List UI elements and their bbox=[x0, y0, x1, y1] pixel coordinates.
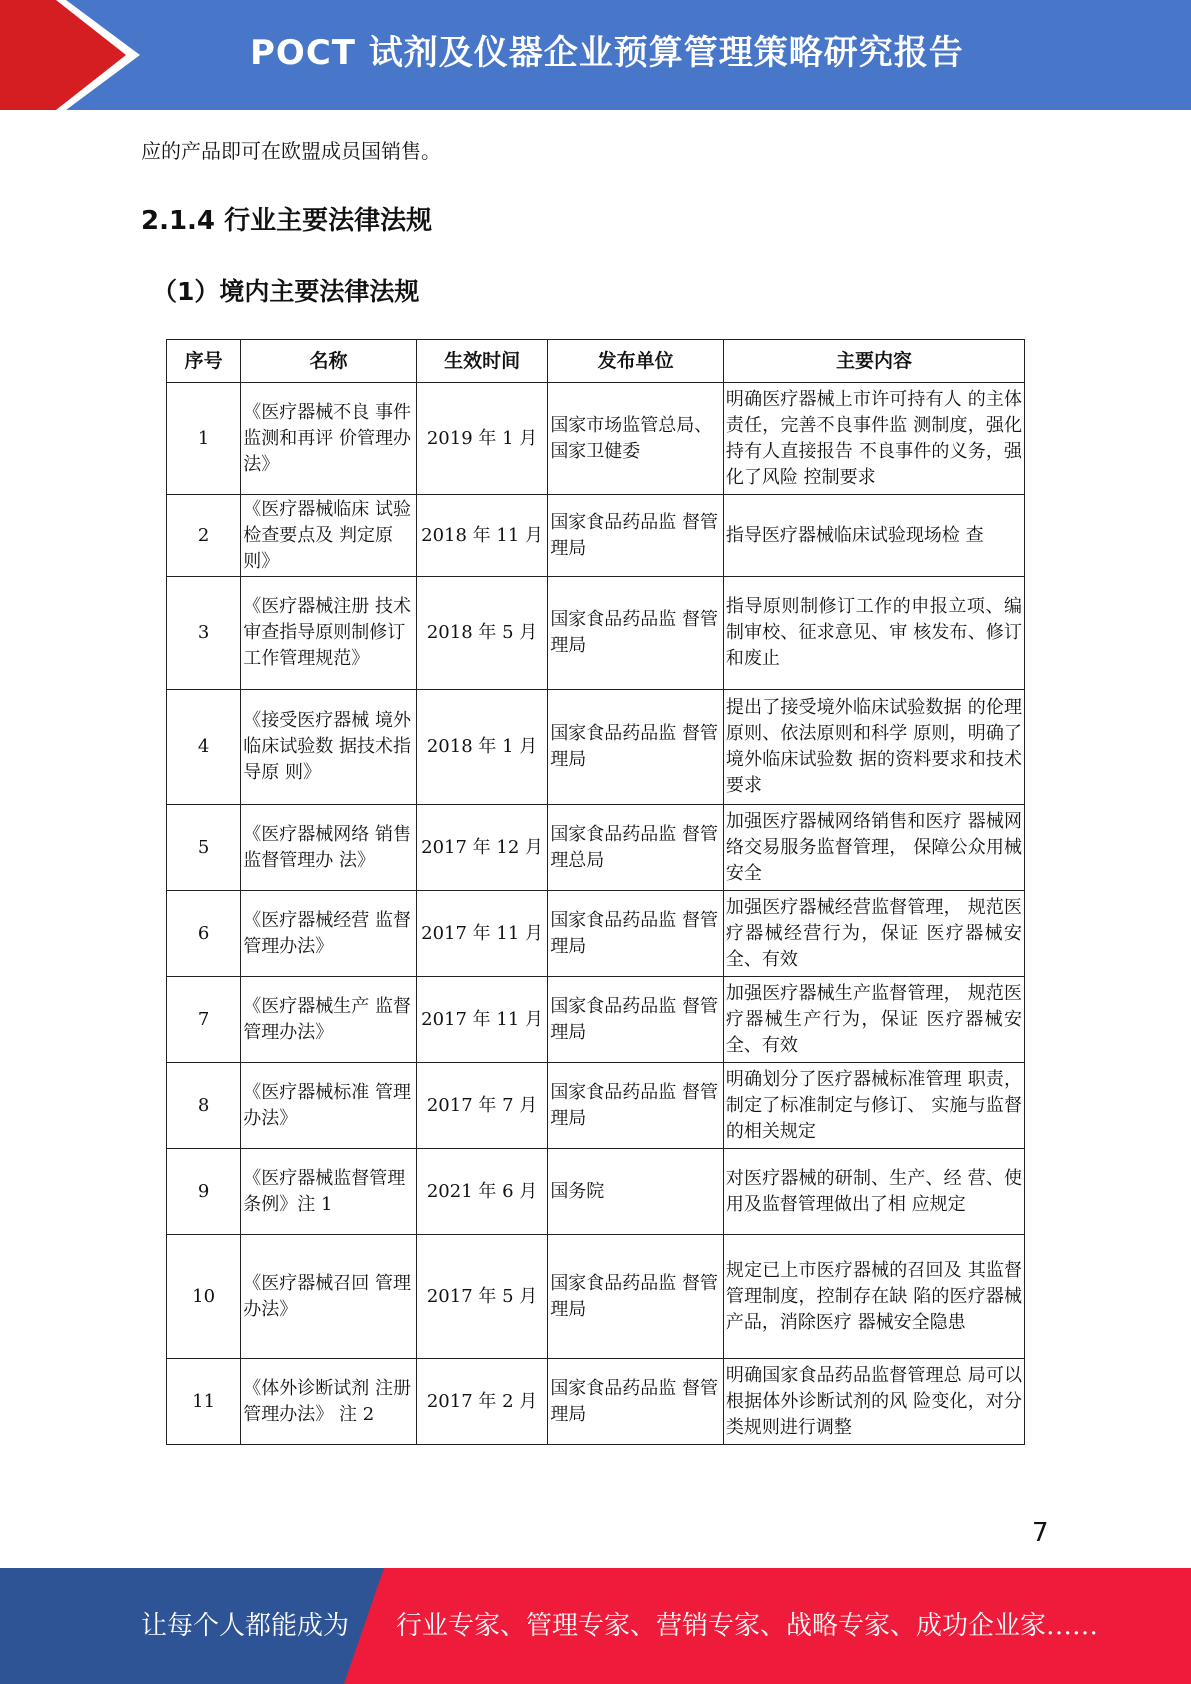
cell-date: 2018 年 5 月 bbox=[416, 577, 547, 690]
cell-issuer: 国家食品药品监 督管理局 bbox=[548, 690, 724, 805]
cell-name: 《医疗器械召回 管理办法》 bbox=[241, 1235, 417, 1359]
cell-no: 10 bbox=[167, 1235, 241, 1359]
cell-content: 加强医疗器械经营监督管理， 规范医疗器械经营行为，保证 医疗器械安全、有效 bbox=[723, 891, 1024, 977]
table-row bbox=[167, 805, 1025, 891]
cell-date: 2017 年 5 月 bbox=[416, 1235, 547, 1359]
footer-slogan-left: 让每个人都能成为 bbox=[141, 1611, 350, 1641]
subsection-heading: （1）境内主要法律法规 bbox=[152, 277, 420, 306]
cell-no: 6 bbox=[167, 891, 241, 977]
column-header-date: 生效时间 bbox=[416, 340, 547, 383]
cell-issuer: 国家食品药品监 督管理局 bbox=[548, 577, 724, 690]
cell-no: 7 bbox=[167, 977, 241, 1063]
cell-content: 加强医疗器械网络销售和医疗 器械网络交易服务监督管理， 保障公众用械安全 bbox=[723, 805, 1024, 891]
cell-date: 2018 年 11 月 bbox=[416, 495, 547, 577]
cell-name: 《医疗器械生产 监督管理办法》 bbox=[241, 977, 417, 1063]
cell-issuer: 国务院 bbox=[548, 1149, 724, 1235]
cell-date: 2018 年 1 月 bbox=[416, 690, 547, 805]
cell-no: 11 bbox=[167, 1359, 241, 1445]
table-row bbox=[167, 1235, 1025, 1359]
cell-name: 《医疗器械监督管理条例》注 1 bbox=[241, 1149, 417, 1235]
cell-no: 9 bbox=[167, 1149, 241, 1235]
cell-name: 《医疗器械注册 技术审查指导原则制修订工作管理规范》 bbox=[241, 577, 417, 690]
cell-issuer: 国家食品药品监 督管理局 bbox=[548, 1063, 724, 1149]
cell-date: 2017 年 11 月 bbox=[416, 891, 547, 977]
cell-no: 4 bbox=[167, 690, 241, 805]
column-header-no: 序号 bbox=[167, 340, 241, 383]
column-header-content: 主要内容 bbox=[723, 340, 1024, 383]
lead-paragraph: 应的产品即可在欧盟成员国销售。 bbox=[141, 139, 441, 163]
cell-name: 《医疗器械经营 监督管理办法》 bbox=[241, 891, 417, 977]
table-row bbox=[167, 1149, 1025, 1235]
cell-issuer: 国家食品药品监 督管理局 bbox=[548, 1235, 724, 1359]
cell-date: 2017 年 7 月 bbox=[416, 1063, 547, 1149]
page-header bbox=[0, 0, 1191, 110]
cell-issuer: 国家食品药品监 督管理总局 bbox=[548, 805, 724, 891]
cell-no: 2 bbox=[167, 495, 241, 577]
cell-issuer: 国家食品药品监 督管理局 bbox=[548, 495, 724, 577]
cell-name: 《医疗器械不良 事件监测和再评 价管理办法》 bbox=[241, 383, 417, 495]
cell-date: 2017 年 2 月 bbox=[416, 1359, 547, 1445]
cell-issuer: 国家市场监管总局、国家卫健委 bbox=[548, 383, 724, 495]
cell-no: 1 bbox=[167, 383, 241, 495]
cell-date: 2021 年 6 月 bbox=[416, 1149, 547, 1235]
cell-content: 明确划分了医疗器械标准管理 职责，制定了标准制定与修订、 实施与监督的相关规定 bbox=[723, 1063, 1024, 1149]
cell-date: 2017 年 11 月 bbox=[416, 977, 547, 1063]
table-header-row bbox=[167, 340, 1025, 383]
cell-content: 明确国家食品药品监督管理总 局可以根据体外诊断试剂的风 险变化，对分类规则进行调整 bbox=[723, 1359, 1024, 1445]
report-title: POCT 试剂及仪器企业预算管理策略研究报告 bbox=[250, 33, 964, 73]
cell-content: 提出了接受境外临床试验数据 的伦理原则、依法原则和科学 原则，明确了境外临床试验数 据的资料要求和技术要求 bbox=[723, 690, 1024, 805]
cell-content: 明确医疗器械上市许可持有人 的主体责任，完善不良事件监 测制度，强化持有人直接报告 不良事件的义务，强化了风险 控制要求 bbox=[723, 383, 1024, 495]
table-row bbox=[167, 891, 1025, 977]
cell-content: 对医疗器械的研制、生产、经 营、使用及监督管理做出了相 应规定 bbox=[723, 1149, 1024, 1235]
footer-slogan-right: 行业专家、管理专家、营销专家、战略专家、成功企业家…… bbox=[396, 1611, 1099, 1641]
page-footer bbox=[0, 1568, 1191, 1684]
cell-no: 8 bbox=[167, 1063, 241, 1149]
cell-content: 规定已上市医疗器械的召回及 其监督管理制度，控制存在缺 陷的医疗器械产品，消除医疗 器械安全隐患 bbox=[723, 1235, 1024, 1359]
table-row bbox=[167, 690, 1025, 805]
cell-name: 《接受医疗器械 境外临床试验数 据技术指导原 则》 bbox=[241, 690, 417, 805]
cell-date: 2019 年 1 月 bbox=[416, 383, 547, 495]
cell-no: 3 bbox=[167, 577, 241, 690]
section-heading: 2.1.4 行业主要法律法规 bbox=[141, 206, 433, 236]
cell-content: 指导医疗器械临床试验现场检 查 bbox=[723, 495, 1024, 577]
column-header-name: 名称 bbox=[241, 340, 417, 383]
cell-name: 《体外诊断试剂 注册管理办法》 注 2 bbox=[241, 1359, 417, 1445]
regulations-table bbox=[166, 339, 1025, 1445]
table-row bbox=[167, 977, 1025, 1063]
cell-issuer: 国家食品药品监 督管理局 bbox=[548, 977, 724, 1063]
cell-issuer: 国家食品药品监 督管理局 bbox=[548, 891, 724, 977]
cell-date: 2017 年 12 月 bbox=[416, 805, 547, 891]
cell-name: 《医疗器械临床 试验检查要点及 判定原则》 bbox=[241, 495, 417, 577]
table-row bbox=[167, 1063, 1025, 1149]
table-row bbox=[167, 495, 1025, 577]
cell-issuer: 国家食品药品监 督管理局 bbox=[548, 1359, 724, 1445]
cell-content: 指导原则制修订工作的申报立项、编制审校、征求意见、审 核发布、修订和废止 bbox=[723, 577, 1024, 690]
table-row bbox=[167, 577, 1025, 690]
table-row bbox=[167, 1359, 1025, 1445]
column-header-issuer: 发布单位 bbox=[548, 340, 724, 383]
cell-no: 5 bbox=[167, 805, 241, 891]
cell-content: 加强医疗器械生产监督管理， 规范医疗器械生产行为，保证 医疗器械安全、有效 bbox=[723, 977, 1024, 1063]
table-row bbox=[167, 383, 1025, 495]
page-number: 7 bbox=[1032, 1518, 1049, 1548]
cell-name: 《医疗器械标准 管理办法》 bbox=[241, 1063, 417, 1149]
cell-name: 《医疗器械网络 销售监督管理办 法》 bbox=[241, 805, 417, 891]
header-arrow-decoration bbox=[0, 0, 140, 110]
